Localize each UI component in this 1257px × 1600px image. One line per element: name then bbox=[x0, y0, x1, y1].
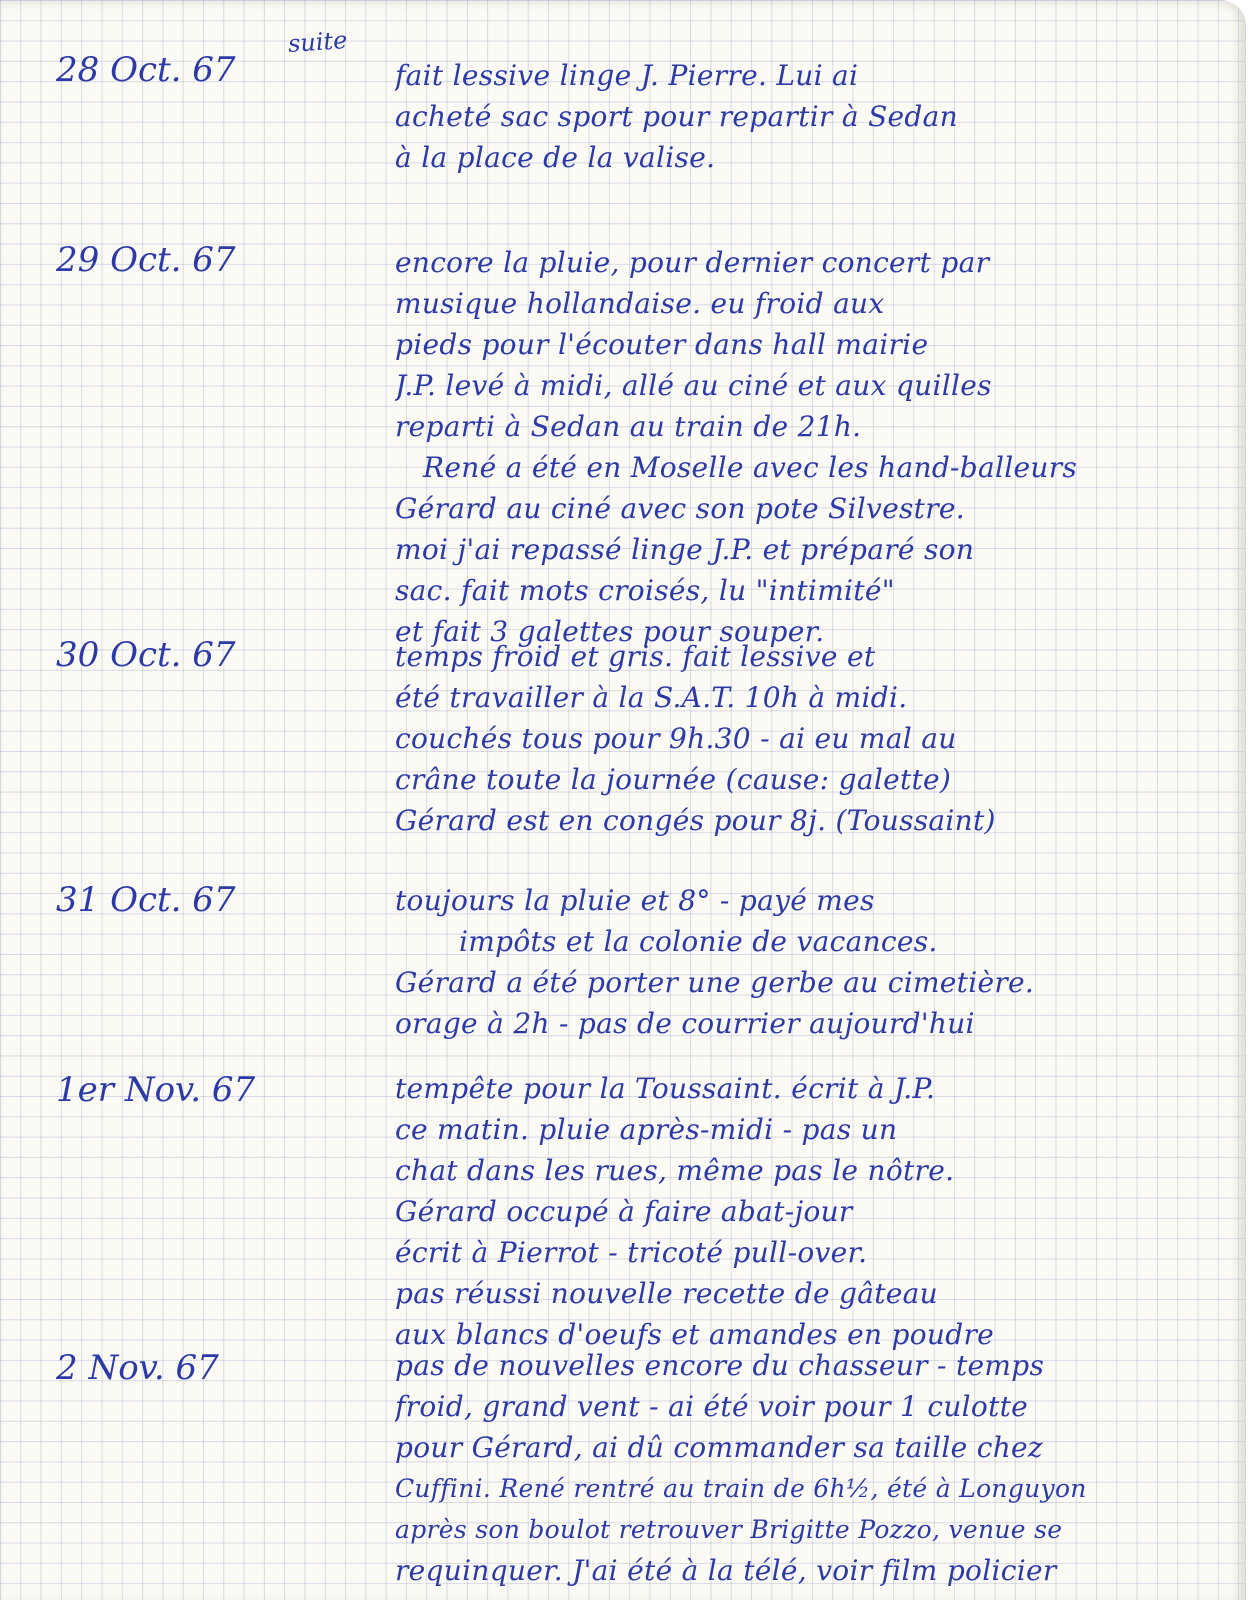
entry-line: pieds pour l'écouter dans hall mairie bbox=[395, 328, 929, 361]
entry-line: chat dans les rues, même pas le nôtre. bbox=[395, 1154, 955, 1187]
entry-line: pas de nouvelles encore du chasseur - temps bbox=[395, 1349, 1045, 1382]
journal-entry bbox=[395, 242, 1225, 652]
entry-line: tempête pour la Toussaint. écrit à J.P. bbox=[395, 1072, 936, 1105]
entry-line: J.P. levé à midi, allé au ciné et aux quilles bbox=[395, 369, 992, 402]
entry-line: pour Gérard, ai dû commander sa taille chez bbox=[395, 1431, 1043, 1464]
entry-line: Gérard au ciné avec son pote Silvestre. bbox=[395, 492, 965, 525]
entry-line: couchés tous pour 9h.30 - ai eu mal au bbox=[395, 722, 957, 755]
entry-line: à la place de la valise. bbox=[395, 141, 716, 174]
entry-line: requinquer. J'ai été à la télé, voir film policier bbox=[395, 1554, 1057, 1587]
entry-line: été travailler à la S.A.T. 10h à midi. bbox=[395, 681, 908, 714]
entry-line: Cuffini. René rentré au train de 6h½, été à Longuyon bbox=[395, 1474, 1087, 1503]
entry-line: sac. fait mots croisés, lu "intimité" bbox=[395, 574, 895, 607]
continuation-note: suite bbox=[287, 25, 349, 59]
journal-entry bbox=[395, 1345, 1225, 1591]
entry-date: 31 Oct. 67 bbox=[56, 880, 236, 920]
page-edge bbox=[1231, 0, 1245, 1600]
entry-line: musique hollandaise. eu froid aux bbox=[395, 287, 885, 320]
entry-line: encore la pluie, pour dernier concert par bbox=[395, 246, 990, 279]
journal-entry bbox=[395, 55, 1225, 178]
entry-date: 2 Nov. 67 bbox=[56, 1348, 219, 1388]
entry-line: fait lessive linge J. Pierre. Lui ai bbox=[395, 59, 859, 92]
entry-line: reparti à Sedan au train de 21h. bbox=[395, 410, 862, 443]
entry-line: aux blancs d'oeufs et amandes en poudre bbox=[395, 1318, 995, 1351]
entry-line: acheté sac sport pour repartir à Sedan bbox=[395, 100, 958, 133]
entry-date: 29 Oct. 67 bbox=[56, 240, 236, 280]
entry-line: et fait 3 galettes pour souper. bbox=[395, 615, 825, 648]
entry-date: 30 Oct. 67 bbox=[56, 635, 236, 675]
entry-line: orage à 2h - pas de courrier aujourd'hui bbox=[395, 1007, 975, 1040]
entry-date: 28 Oct. 67 bbox=[56, 50, 236, 90]
entry-line: toujours la pluie et 8° - payé mes bbox=[395, 884, 875, 917]
entry-line: Gérard a été porter une gerbe au cimetière. bbox=[395, 966, 1035, 999]
entry-line: après son boulot retrouver Brigitte Pozzo, venue se bbox=[395, 1515, 1063, 1544]
entry-line: froid, grand vent - ai été voir pour 1 culotte bbox=[395, 1390, 1029, 1423]
entry-line: crâne toute la journée (cause: galette) bbox=[395, 763, 952, 796]
entry-line: Gérard occupé à faire abat-jour bbox=[395, 1195, 853, 1228]
journal-entry bbox=[395, 1068, 1225, 1355]
entry-line: écrit à Pierrot - tricoté pull-over. bbox=[395, 1236, 868, 1269]
entry-line: impôts et la colonie de vacances. bbox=[459, 925, 938, 958]
entry-line: Gérard est en congés pour 8j. (Toussaint) bbox=[395, 804, 996, 837]
entry-line: René a été en Moselle avec les hand-balleurs bbox=[423, 451, 1078, 484]
entry-line: ce matin. pluie après-midi - pas un bbox=[395, 1113, 898, 1146]
entry-date: 1er Nov. 67 bbox=[56, 1070, 256, 1110]
entry-line: pas réussi nouvelle recette de gâteau bbox=[395, 1277, 939, 1310]
entry-line: temps froid et gris. fait lessive et bbox=[395, 640, 876, 673]
journal-entry bbox=[395, 636, 1225, 841]
journal-entry bbox=[395, 880, 1225, 1044]
entry-line: moi j'ai repassé linge J.P. et préparé son bbox=[395, 533, 975, 566]
